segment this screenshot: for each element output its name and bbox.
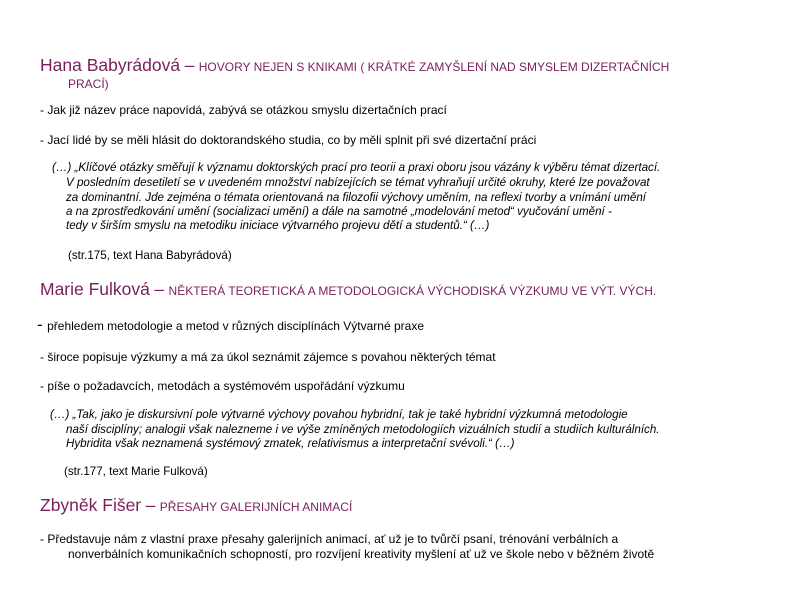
heading-dash: – [145,495,156,515]
author-name: Zbyněk Fišer [40,495,142,515]
topic-title: NĚKTERÁ TEORETICKÁ A METODOLOGICKÁ VÝCHODISKÁ VÝZKUMU VE VÝT. VÝCH. [168,284,657,298]
quote-line: (…) „Klíčové otázky směřují k významu doktorských prací pro teorii a praxi oboru jsou vázány k výběru témat dizertací. [52,161,661,174]
bullet-line: - píše o požadavcích, metodách a systémovém uspořádání výzkumu [40,379,405,393]
topic-title: PŘESAHY GALERIJNÍCH ANIMACÍ [159,500,353,514]
bullet-dash: - [37,315,43,334]
bullet-line: - široce popisuje výzkumy a má za úkol seznámit zájemce s povahou některých témat [40,350,496,364]
quote-line: Hybridita však neznamená systémový zmatek, relativismus a interpretační svévoli.“ (…) [66,437,515,450]
bullet-line: nonverbálních komunikačních schopností, pro rozvíjení kreativity myšlení ať už ve škole nebo v běžném životě [68,547,655,561]
section-1-heading [40,55,669,76]
bullet-line: - Jací lidé by se měli hlásit do doktorandského studia, co by měli splnit při své dizertační práci [40,133,537,147]
quote-line: (…) „Tak, jako je diskursivní pole výtvarné výchovy povahou hybridní, tak je také hybridní výzkumná metodologie [50,408,628,421]
bullet-line: - Jak již název práce napovídá, zabývá se otázkou smyslu dizertačních prací [40,103,447,117]
section-3-heading [40,495,352,516]
bullet-text: přehledem metodologie a metod v různých disciplínách Výtvarné praxe [47,319,424,333]
author-name: Hana Babyrádová [40,55,181,75]
quote-line: V posledním desetiletí se v uvedeném množství nabízejících se témat vyhraňují určité okruhy, které lze považovat [66,176,650,189]
quote-line: tedy v širším smyslu na metodiku iniciace výtvarného projevu dětí a studentů.“ (…) [66,219,490,232]
quote-source: (str.175, text Hana Babyrádová) [68,249,232,262]
author-name: Marie Fulková [40,279,150,299]
heading-dash: – [154,279,165,299]
topic-title-continued: PRACÍ) [68,77,109,91]
quote-line: a na zprostředkování umění (socializaci umění) a dále na samotné „modelování metod“ vyučování umění - [66,205,612,218]
bullet-line [37,315,424,335]
quote-line: naší disciplíny; analogii však nalezneme i ve výše zmíněných metodologiích vizuálních studií a studiích kulturálních. [66,423,660,436]
quote-line: za dominantní. Jde zejména o témata orientovaná na filozofii výchovy uměním, na reflexi tvorby a vnímání umění [66,191,646,204]
heading-dash: – [184,55,195,75]
topic-title: HOVORY NEJEN S KNIKAMI ( KRÁTKÉ ZAMYŠLENÍ NAD SMYSLEM DIZERTAČNÍCH [198,60,670,74]
section-2-heading [40,279,656,300]
bullet-line: - Představuje nám z vlastní praxe přesahy galerijních animací, ať už je to tvůrčí psaní, trénování verbálních a [40,532,619,546]
quote-source: (str.177, text Marie Fulková) [64,465,208,478]
